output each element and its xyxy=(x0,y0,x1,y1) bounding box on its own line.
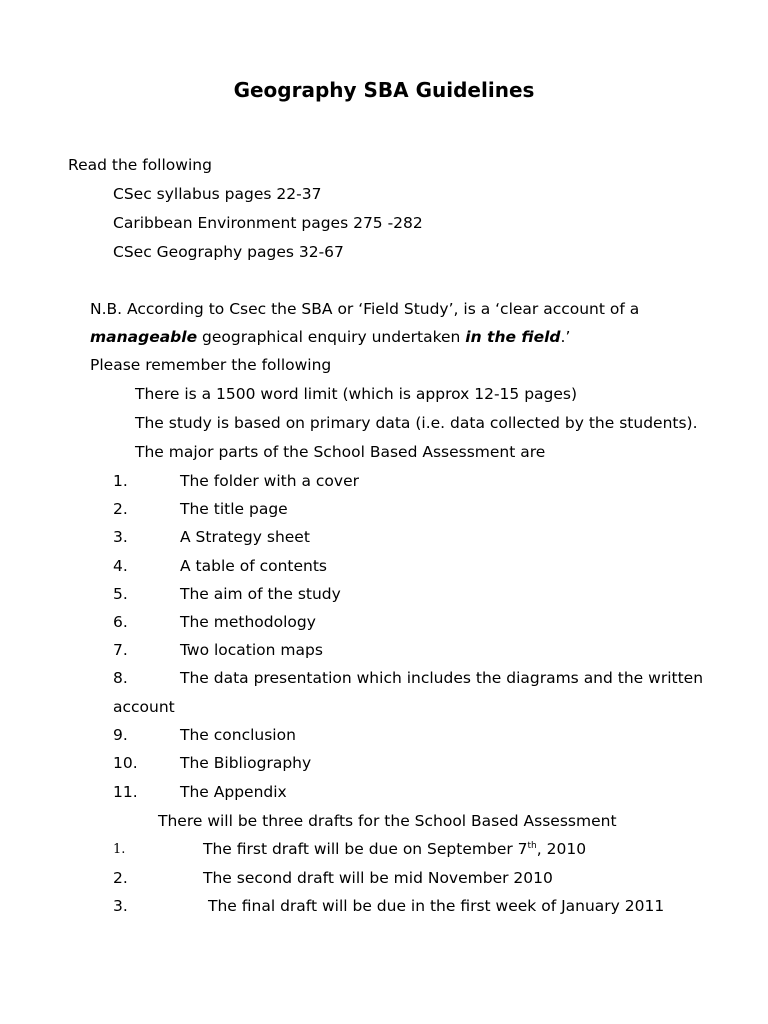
list-number: 10. xyxy=(113,754,138,772)
read-item: Caribbean Environment pages 275 -282 xyxy=(113,214,423,232)
list-number: 11. xyxy=(113,783,138,801)
nb-text: geographical enquiry undertaken xyxy=(197,328,466,346)
draft-item xyxy=(203,839,586,859)
draft-item: The second draft will be mid November 2010 xyxy=(203,869,553,887)
list-item: The folder with a cover xyxy=(180,472,359,490)
list-item: The Bibliography xyxy=(180,754,312,772)
drafts-heading: There will be three drafts for the School Based Assessment xyxy=(158,812,617,830)
emphasis-manageable: manageable xyxy=(90,328,198,346)
list-item: The conclusion xyxy=(180,726,296,744)
list-item: A table of contents xyxy=(180,557,328,575)
list-number: 2. xyxy=(113,500,128,518)
draft-item: The final draft will be due in the first week of January 2011 xyxy=(208,897,665,915)
nb-paragraph-line1: N.B. According to Csec the SBA or ‘Field Study’, is a ‘clear account of a xyxy=(90,300,640,318)
list-number: 5. xyxy=(113,585,128,603)
remember-item: The study is based on primary data (i.e. data collected by the students). xyxy=(135,414,698,432)
list-item: A Strategy sheet xyxy=(180,528,310,546)
list-number: 8. xyxy=(113,669,128,687)
list-item: Two location maps xyxy=(180,641,323,659)
read-heading: Read the following xyxy=(68,156,212,174)
list-number: 6. xyxy=(113,613,128,631)
list-number: 3. xyxy=(113,528,128,546)
emphasis-in-the-field: in the field xyxy=(465,328,561,346)
draft-number: 1. xyxy=(113,842,126,857)
draft-number: 2. xyxy=(113,869,128,887)
draft-text: The first draft will be due on September 7 xyxy=(203,840,528,858)
list-item: The aim of the study xyxy=(180,585,341,603)
list-item: The title page xyxy=(180,500,288,518)
draft-text-end: , 2010 xyxy=(536,840,587,858)
list-item-continuation: account xyxy=(113,698,175,716)
read-item: CSec Geography pages 32-67 xyxy=(113,243,344,261)
list-item: The data presentation which includes the diagrams and the written xyxy=(180,669,704,687)
remember-heading: Please remember the following xyxy=(90,356,332,374)
ordinal-suffix: th xyxy=(527,840,537,851)
nb-text-end: .’ xyxy=(560,328,571,346)
list-item: The methodology xyxy=(180,613,316,631)
draft-number: 3. xyxy=(113,897,128,915)
list-item: The Appendix xyxy=(180,783,287,801)
read-item: CSec syllabus pages 22-37 xyxy=(113,185,322,203)
nb-paragraph-line2 xyxy=(90,327,570,347)
document-title: Geography SBA Guidelines xyxy=(233,78,535,102)
list-number: 4. xyxy=(113,557,128,575)
list-number: 1. xyxy=(113,472,128,490)
remember-item: The major parts of the School Based Assessment are xyxy=(135,443,546,461)
list-number: 9. xyxy=(113,726,128,744)
remember-item: There is a 1500 word limit (which is approx 12-15 pages) xyxy=(135,385,578,403)
list-number: 7. xyxy=(113,641,128,659)
